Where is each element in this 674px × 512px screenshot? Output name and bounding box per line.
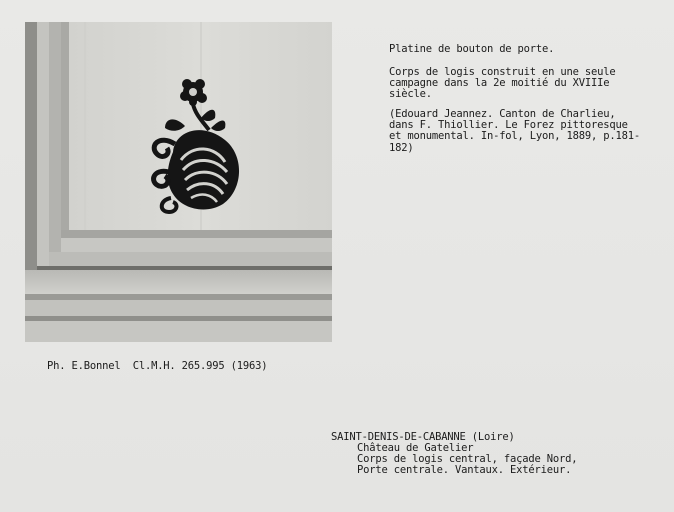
caption-bibliography (389, 109, 640, 154)
location-detail-1: Corps de logis central, façade Nord, (357, 453, 578, 465)
location-detail-2: Porte centrale. Vantaux. Extérieur. (357, 464, 572, 476)
bibliography-line: et monumental. In-fol, Lyon, 1889, p.181- (389, 130, 640, 143)
photograph (25, 22, 332, 342)
shell-backplate (154, 130, 239, 212)
caption-description (389, 67, 616, 101)
description-line: Corps de logis construit en une seule (389, 66, 616, 78)
location-building: Château de Gatelier (357, 442, 474, 454)
door-panel-photo (25, 22, 332, 342)
caption-title: Platine de bouton de porte. (389, 43, 555, 55)
location-place: SAINT-DENIS-DE-CABANNE (Loire) (331, 431, 515, 443)
description-line: campagne dans la 2e moitié du XVIIIe (389, 77, 610, 90)
bibliography-line: (Edouard Jeannez. Canton de Charlieu, (389, 108, 616, 120)
bibliography-line: 182) (389, 141, 414, 154)
bibliography-line: dans F. Thiollier. Le Forez pittoresque (389, 119, 628, 132)
description-line: siècle. (389, 88, 432, 101)
photo-credit: Ph. E.Bonnel Cl.M.H. 265.995 (1963) (47, 360, 268, 372)
